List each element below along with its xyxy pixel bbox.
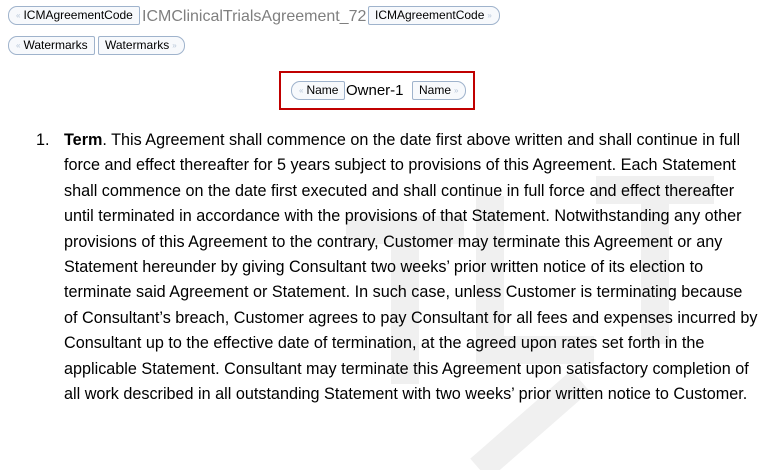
agreement-code-end-label: ICMAgreementCode: [375, 8, 485, 22]
clause-body: . This Agreement shall commence on the date first above written and shall continue in full force and effect thereafter for 5 years subject to provisions of this Agreement. Each Statement shall commence on the date first executed and shall continue in full force and effect thereafter until terminated in accordance with the provisions of that Statement. Notwithstanding any other provisions of this Agreement to the contrary, Customer may terminate this Agreement or any Statement hereunder by giving Consultant two weeks’ prior written notice of its election to terminate said Agreement or Statement. In such case, unless Customer is terminating because of Consultant’s breach, Customer agrees to pay Consultant for all fees and expenses incurred by Consultant up to the effective date of termination, at the agreed upon rates set forth in the applicable Statement. Consultant may terminate this Agreement upon satisfactory completion of all work described in all outstanding Statement with two weeks’ prior written notice to Customer.: [64, 131, 758, 404]
tag-start-arrow-icon: «: [299, 86, 304, 95]
name-end-label: Name: [419, 83, 452, 97]
watermarks-end-tag[interactable]: [98, 36, 185, 55]
agreement-code-start-label: ICMAgreementCode: [23, 8, 133, 22]
tag-end-arrow-icon: »: [487, 11, 492, 20]
watermarks-start-tag[interactable]: [8, 36, 95, 55]
watermarks-start-label: Watermarks: [23, 38, 88, 52]
agreement-code-start-tag[interactable]: [8, 6, 140, 25]
agreement-code-end-tag[interactable]: [368, 6, 500, 25]
name-start-label: Name: [306, 83, 339, 97]
name-field-value[interactable]: Owner-1: [346, 82, 404, 99]
clause-paragraph[interactable]: [64, 128, 759, 407]
tag-end-arrow-icon: »: [172, 41, 177, 50]
name-start-tag[interactable]: [291, 81, 345, 100]
clause-number: 1.: [36, 131, 50, 149]
tag-start-arrow-icon: «: [16, 41, 21, 50]
watermarks-end-label: Watermarks: [105, 38, 170, 52]
tag-start-arrow-icon: «: [16, 11, 21, 20]
agreement-code-value[interactable]: ICMClinicalTrialsAgreement_72: [142, 8, 367, 25]
tag-end-arrow-icon: »: [454, 86, 459, 95]
clause-title: Term: [64, 131, 103, 149]
name-end-tag[interactable]: [412, 81, 466, 100]
